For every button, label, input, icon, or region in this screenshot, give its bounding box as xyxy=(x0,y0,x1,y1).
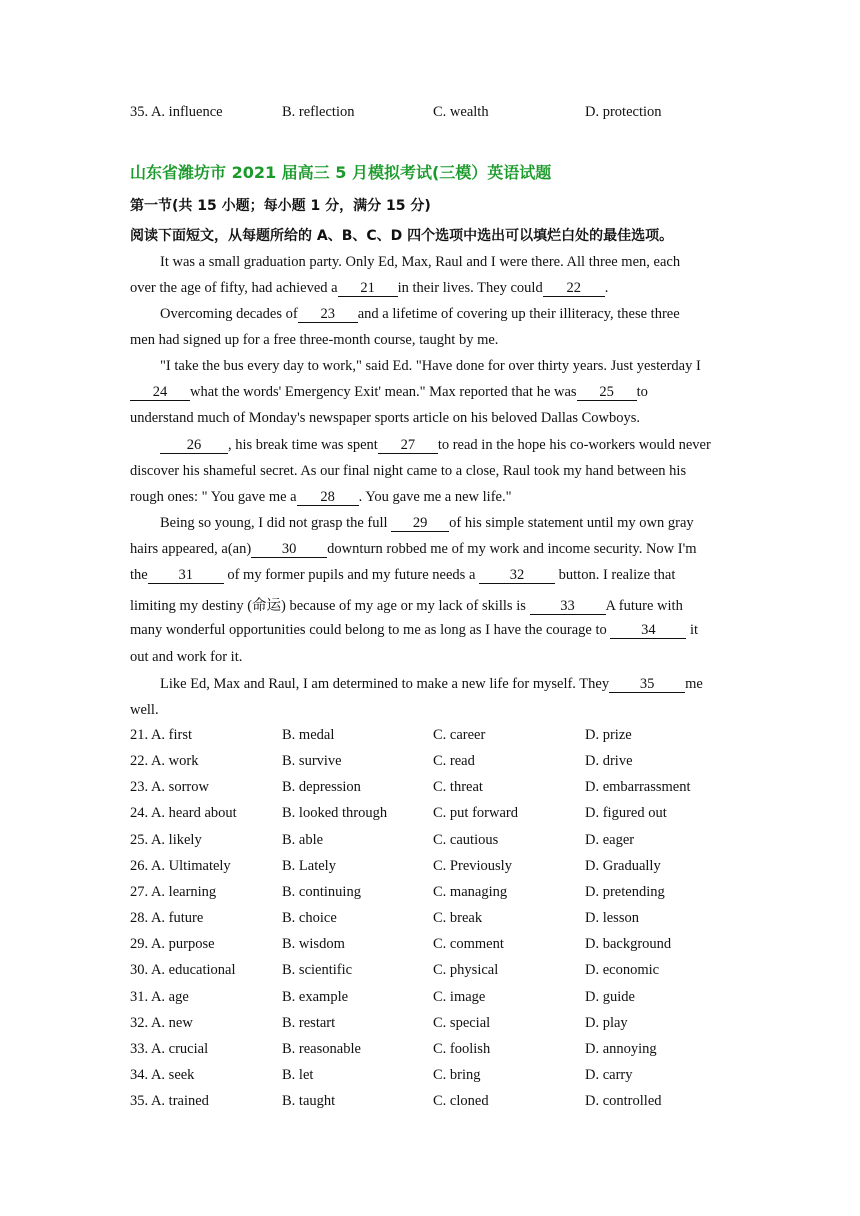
passage-line: Overcoming decades of 23 and a lifetime of covering up their illiteracy, these three xyxy=(160,306,680,322)
exam-title: 山东省潍坊市 2021 届高三 5 月模拟考试(三模）英语试题 xyxy=(130,163,552,182)
passage-line: hairs appeared, a(an) 30 downturn robbed me of my work and income security. Now I'm xyxy=(130,541,697,557)
passage-line: limiting my destiny (命运) because of my age or my lack of skills is 33 A future with xyxy=(130,598,683,614)
option-c: C. wealth xyxy=(433,104,489,120)
blank-23: 23 xyxy=(298,306,358,323)
blank-28: 28 xyxy=(297,489,359,506)
passage-line: 24 what the words' Emergency Exit' mean." Max reported that he was 25 to xyxy=(130,384,730,401)
passage-line: It was a small graduation party. Only Ed, Max, Raul and I were there. All three men, each xyxy=(160,254,681,270)
passage-line: the 31 of my former pupils and my future needs a 32 button. I realize that xyxy=(130,567,676,583)
blank-32: 32 xyxy=(479,567,555,584)
blank-30: 30 xyxy=(251,541,327,558)
passage-line: out and work for it. xyxy=(130,649,243,665)
passage-line: Being so young, I did not grasp the full 29 of his simple statement until my own gray xyxy=(160,515,694,531)
blank-33: 33 xyxy=(530,598,606,615)
blank-26: 26 xyxy=(160,437,228,454)
passage-line: many wonderful opportunities could belong to me as long as I have the courage to 34 it xyxy=(130,622,699,638)
passage-line: men had signed up for a free three-month course, taught by me. xyxy=(130,332,499,348)
option-b: B. reflection xyxy=(282,104,355,120)
blank-25: 25 xyxy=(577,384,637,401)
blank-29: 29 xyxy=(391,515,449,532)
passage-line: discover his shameful secret. As our final night came to a close, Raul took my hand between his xyxy=(130,463,687,479)
blank-24: 24 xyxy=(130,384,190,401)
passage-line: 26 , his break time was spent 27 to read in the hope his co-workers would never xyxy=(160,437,760,454)
section-heading: 第一节(共 15 小题；每小题 1 分，满分 15 分) xyxy=(130,198,431,214)
blank-22: 22 xyxy=(543,280,605,297)
passage-line: well. xyxy=(130,702,159,718)
passage-line: understand much of Monday's newspaper sports article on his beloved Dallas Cowboys. xyxy=(130,410,641,426)
blank-35: 35 xyxy=(609,676,685,693)
blank-27: 27 xyxy=(378,437,438,454)
blank-31: 31 xyxy=(148,567,224,584)
passage-line: rough ones: " You gave me a 28 . You gave me a new life." xyxy=(130,489,512,505)
instruction: 阅读下面短文，从每题所给的 A、B、C、D 四个选项中选出可以填烂白处的最佳选项。 xyxy=(130,228,674,244)
option-a: 35. A. influence xyxy=(130,104,223,120)
passage-line: Like Ed, Max and Raul, I am determined to make a new life for myself. They 35 me xyxy=(160,676,703,692)
passage-line: "I take the bus every day to work," said Ed. "Have done for over thirty years. Just yesterday I xyxy=(160,358,701,374)
blank-34: 34 xyxy=(610,622,686,639)
option-d: D. protection xyxy=(585,104,662,120)
blank-21: 21 xyxy=(338,280,398,297)
passage-line: over the age of fifty, had achieved a 21 in their lives. They could 22 . xyxy=(130,280,609,296)
